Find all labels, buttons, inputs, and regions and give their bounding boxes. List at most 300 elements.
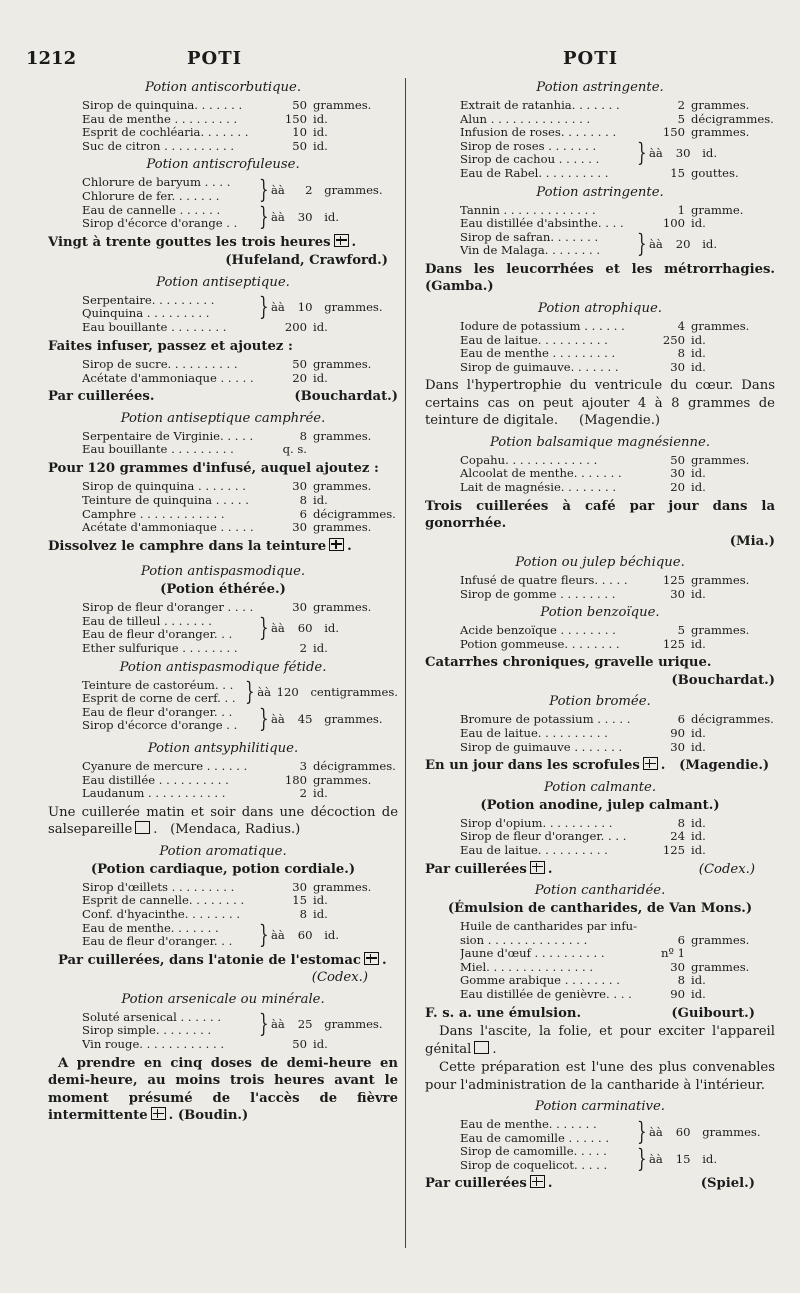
page-header — [0, 48, 800, 74]
ingredient-row — [460, 713, 775, 727]
ingredient-name: Serpentaire. . . . . . . . . — [82, 293, 215, 307]
reference: (Mia.) — [729, 533, 775, 549]
group-quantity — [253, 685, 398, 699]
ingredient-row — [82, 601, 398, 615]
ingredient-unit: id. — [691, 987, 706, 1001]
recipe-title: Potion astringente. — [536, 80, 664, 95]
ingredient-group-names — [82, 679, 243, 706]
brace-symbol: } — [637, 1143, 647, 1173]
brace-symbol: } — [637, 229, 647, 259]
recipe-title: Potion antiseptique. — [156, 274, 290, 290]
ingredient-name: Jaune d'œuf . . . . . . . . . . — [460, 947, 605, 961]
aa-marker: àà — [271, 182, 285, 197]
ingredient-unit: gramme. — [691, 202, 744, 217]
ingredient-name: Ether sulfurique . . . . . . . . — [82, 642, 238, 656]
ingredient-unit: id. — [324, 928, 340, 943]
ingredient-unit: id. — [691, 815, 706, 830]
ingredient-unit: décigrammes. — [313, 759, 396, 774]
ingredient-row — [460, 361, 775, 375]
ingredient-unit: grammes. — [313, 428, 372, 443]
ingredient-row — [460, 638, 775, 652]
ingredient-row — [82, 430, 398, 444]
ingredient-unit: décigrammes. — [691, 111, 774, 126]
ingredient-list — [82, 430, 398, 457]
ingredient-name: Eau distillée d'absinthe. . . . — [460, 217, 624, 231]
reference: (Codex.) — [311, 970, 368, 986]
ingredient-row — [460, 988, 775, 1002]
ingredient-list — [460, 1118, 775, 1172]
ingredient-unit: id. — [691, 216, 706, 231]
ingredient-row — [82, 642, 398, 656]
ingredient-group — [460, 1118, 775, 1145]
ingredient-quantity: 6 — [299, 506, 307, 521]
ingredient-quantity: 125 — [662, 842, 685, 857]
ingredient-name: Sirop d'œillets . . . . . . . . . — [82, 880, 235, 894]
ingredient-row — [82, 881, 398, 895]
running-title-right: POTI — [563, 48, 619, 69]
ingredient-name: Soluté arsenical . . . . . . — [82, 1010, 222, 1024]
ingredient-quantity: 50 — [292, 357, 307, 372]
ingredient-quantity: 8 — [299, 493, 307, 507]
ingredient-name: Eau de Rabel. . . . . . . . . . — [460, 166, 609, 180]
ingredient-quantity: 5 — [677, 111, 685, 126]
ingredient-list — [460, 320, 775, 374]
ingredient-unit: id. — [313, 370, 328, 385]
ingredient-quantity: 50 — [670, 452, 685, 467]
ingredient-quantity: 20 — [675, 237, 691, 252]
plus-box-icon — [364, 952, 379, 965]
ingredient-quantity: 6 — [677, 932, 685, 947]
ingredient-quantity: 90 — [670, 726, 685, 741]
ingredient-quantity: 2 — [299, 641, 307, 656]
ingredient-unit: grammes. — [313, 879, 372, 894]
ingredient-row — [460, 126, 775, 140]
ingredient-row — [82, 508, 398, 522]
ingredient-unit: grammes. — [324, 182, 383, 197]
ingredient-name: Iodure de potassium . . . . . . — [460, 319, 625, 333]
ingredient-unit — [691, 920, 775, 934]
ingredient-unit: grammes. — [691, 573, 750, 588]
ingredient-unit: id. — [702, 146, 718, 161]
ingredient-name: Esprit de cannelle. . . . . . . . — [82, 894, 245, 908]
ingredient-name: Bromure de potassium . . . . . — [460, 713, 631, 727]
ingredient-unit: grammes. — [691, 452, 750, 467]
ingredient-name: Vin de Malaga. . . . . . . . — [460, 244, 601, 258]
ingredient-row — [460, 347, 775, 361]
ingredient-row — [460, 334, 775, 348]
ingredient-row — [82, 787, 398, 801]
ingredient-name: Acétate d'ammoniaque . . . . . — [82, 521, 254, 535]
ingredient-quantity: 3 — [299, 759, 307, 774]
ingredient-row — [82, 908, 398, 922]
reference: (Mendaca, Radius.) — [170, 822, 301, 838]
ingredient-row — [460, 934, 775, 948]
ingredient-name: Serpentaire de Virginie. . . . . — [82, 429, 254, 443]
ingredient-quantity: 8 — [677, 346, 685, 361]
instruction-text: En un jour dans les scrofules . (Magendie.) — [425, 758, 770, 774]
ingredient-row — [460, 481, 775, 495]
ingredient-name: Chlorure de baryum . . . . — [82, 176, 231, 190]
instruction-text: Faites infuser, passez et ajoutez : — [48, 338, 293, 354]
ingredient-group-names — [460, 1118, 635, 1145]
ingredient-name: Huile de cantharides par infu- — [460, 920, 637, 934]
recipe-title: Potion cantharidée. — [534, 883, 666, 899]
ingredient-quantity: 30 — [292, 879, 307, 894]
ingredient-row — [82, 443, 398, 457]
brace-symbol: } — [637, 1116, 647, 1146]
ingredient-name: Sirop de safran. . . . . . . — [460, 230, 599, 244]
ingredient-name: Quinquina . . . . . . . . . — [82, 307, 210, 321]
recipe-title: Potion arsenicale ou minérale. — [121, 991, 325, 1007]
ingredient-quantity: q. s. — [282, 442, 307, 457]
ingredient-row — [82, 521, 398, 535]
ingredient-row — [82, 760, 398, 774]
aa-marker: àà — [649, 1124, 663, 1139]
ingredient-quantity: 10 — [297, 300, 313, 315]
group-quantity — [267, 300, 383, 314]
ingredient-row — [460, 741, 775, 755]
ingredient-name: Potion gommeuse. . . . . . . . — [460, 637, 620, 651]
ingredient-list — [82, 679, 398, 733]
ingredient-row — [82, 126, 398, 140]
square-box-icon — [135, 821, 150, 834]
ingredient-unit: grammes. — [691, 125, 750, 140]
ingredient-quantity: 50 — [292, 98, 307, 112]
instruction-text: Cette préparation est l'une des plus convenables pour l'administration de la cantharide à l'intérieur. — [425, 1060, 775, 1093]
ingredient-name: Alun . . . . . . . . . . . . . . — [460, 112, 591, 126]
ingredient-quantity: 125 — [662, 636, 685, 651]
ingredient-row — [460, 947, 775, 961]
ingredient-unit: grammes. — [313, 479, 372, 494]
ingredient-quantity: 60 — [675, 1124, 691, 1139]
ingredient-unit: grammes. — [691, 318, 750, 333]
aa-marker: àà — [271, 1017, 285, 1032]
ingredient-unit: id. — [324, 210, 340, 225]
plus-box-icon — [329, 538, 344, 551]
ingredient-quantity: 30 — [670, 739, 685, 754]
ingredient-quantity: 4 — [677, 318, 685, 333]
group-quantity — [267, 183, 383, 197]
ingredient-name: Eau de tilleul . . . . . . . — [82, 614, 212, 628]
recipe-title: Potion antispasmodique. — [140, 564, 306, 580]
ingredient-row — [460, 574, 775, 588]
ingredient-row — [460, 830, 775, 844]
ingredient-unit: id. — [702, 237, 718, 252]
ingredient-unit: grammes. — [702, 1124, 761, 1139]
ingredient-name: Eau de fleur d'oranger. . . — [82, 628, 233, 642]
ingredient-unit: id. — [313, 641, 328, 656]
ingredient-quantity: nº 1 — [661, 946, 685, 961]
group-quantity — [645, 1152, 717, 1166]
ingredient-group-names — [82, 294, 257, 321]
ingredient-quantity: 8 — [677, 973, 685, 988]
ingredient-quantity: 20 — [292, 370, 307, 385]
ingredient-row — [82, 494, 398, 508]
ingredient-name: Sirop d'écorce d'orange . . — [82, 719, 238, 733]
ingredient-unit: grammes. — [313, 772, 372, 787]
ingredient-name: Acétate d'ammoniaque . . . . . — [82, 371, 254, 385]
ingredient-list — [460, 574, 775, 601]
ingredient-quantity — [640, 920, 691, 934]
ingredient-unit: id. — [691, 480, 706, 494]
recipe-title: Potion antiscrofuleuse. — [146, 157, 300, 173]
ingredient-name: Teinture de castoréum. . . — [82, 678, 234, 692]
ingredient-row — [82, 1038, 398, 1052]
recipe-title: Potion ou julep béchique. — [515, 555, 685, 571]
instruction-text: Vingt à trente gouttes les trois heures . — [48, 234, 357, 250]
ingredient-quantity: 125 — [662, 573, 685, 588]
ingredient-list — [82, 294, 398, 335]
ingredient-unit: id. — [702, 1151, 718, 1166]
brace-symbol: } — [245, 677, 255, 707]
ingredient-quantity: 2 — [299, 786, 307, 801]
ingredient-row — [82, 358, 398, 372]
ingredient-quantity: 10 — [292, 125, 307, 140]
ingredient-group — [460, 140, 775, 167]
brace-symbol: } — [259, 1009, 269, 1039]
ingredient-unit: id. — [313, 893, 328, 908]
ingredient-name: Esprit de corne de cerf. . . — [82, 692, 236, 706]
group-quantity — [267, 210, 339, 224]
ingredient-row — [460, 467, 775, 481]
ingredient-quantity: 30 — [670, 466, 685, 481]
reference: (Bouchardat.) — [671, 672, 775, 688]
right-column — [425, 78, 775, 1196]
ingredient-row — [82, 372, 398, 386]
ingredient-quantity: 8 — [299, 907, 307, 921]
brace-symbol: } — [259, 202, 269, 232]
recipe-title: Potion antsyphilitique. — [147, 741, 299, 757]
ingredient-list — [460, 920, 775, 1002]
ingredient-quantity: 60 — [297, 928, 313, 943]
aa-marker: àà — [649, 1151, 663, 1166]
ingredient-unit: grammes. — [313, 98, 372, 112]
brace-symbol: } — [259, 174, 269, 204]
ingredient-unit: gouttes. — [691, 165, 739, 180]
ingredient-name: Tannin . . . . . . . . . . . . . — [460, 203, 596, 217]
ingredient-quantity: 5 — [677, 623, 685, 638]
ingredient-name: Eau de laitue. . . . . . . . . . — [460, 843, 608, 857]
ingredient-list — [82, 881, 398, 949]
ingredient-quantity: 20 — [670, 480, 685, 494]
ingredient-quantity: 30 — [670, 359, 685, 374]
aa-marker: àà — [271, 621, 285, 636]
instruction-text: Dans l'ascite, la folie, et pour exciter l'appareil génital . — [425, 1024, 775, 1057]
ingredient-name: Lait de magnésie. . . . . . . . — [460, 481, 617, 494]
recipe-title: Potion bromée. — [549, 694, 651, 710]
ingredient-quantity: 30 — [675, 146, 691, 161]
ingredient-quantity: 24 — [670, 829, 685, 844]
ingredient-row — [460, 920, 775, 934]
page-number: 1212 — [26, 48, 77, 69]
ingredient-name: Eau de camomille . . . . . . — [460, 1131, 610, 1145]
group-quantity — [267, 621, 339, 635]
ingredient-unit: id. — [313, 125, 328, 140]
recipe-title: Potion aromatique. — [159, 843, 287, 859]
ingredient-unit: décigrammes. — [691, 712, 774, 727]
ingredient-unit: id. — [691, 332, 706, 347]
recipe-subtitle: (Émulsion de cantharides, de Van Mons.) — [447, 901, 753, 917]
instruction-text: Par cuillerées . (Spiel.) — [425, 1175, 775, 1193]
ingredient-list — [82, 176, 398, 230]
ingredient-unit: id. — [691, 346, 706, 361]
ingredient-group — [82, 679, 398, 706]
ingredient-unit: id. — [313, 111, 328, 126]
ingredient-group-names — [460, 231, 635, 258]
ingredient-unit: id. — [313, 319, 328, 334]
plus-box-icon — [151, 1107, 166, 1120]
ingredient-group — [82, 294, 398, 321]
left-column — [48, 78, 398, 1128]
ingredient-quantity: 2 — [305, 182, 313, 197]
aa-marker: àà — [271, 210, 285, 225]
ingredient-group-names — [460, 140, 635, 167]
ingredient-row — [460, 167, 775, 181]
ingredient-name: Sirop de cachou . . . . . . — [460, 153, 600, 167]
ingredient-quantity: 30 — [297, 210, 313, 225]
ingredient-name: Gomme arabique . . . . . . . . — [460, 974, 620, 988]
ingredient-name: Laudanum . . . . . . . . . . . — [82, 787, 226, 801]
ingredient-group — [82, 615, 398, 642]
ingredient-group-names — [82, 922, 257, 949]
ingredient-quantity: 30 — [292, 479, 307, 494]
ingredient-name: Sirop d'écorce d'orange . . — [82, 217, 238, 231]
ingredient-quantity: 25 — [297, 1017, 313, 1032]
instruction-text: Par cuillerées . (Codex.) — [425, 861, 775, 879]
ingredient-quantity: 6 — [677, 712, 685, 727]
ingredient-unit: id. — [313, 138, 328, 153]
ingredient-name: Eau de cannelle . . . . . . — [82, 203, 221, 217]
ingredient-name: Sirop de guimauve . . . . . . . — [460, 740, 623, 754]
group-quantity — [645, 146, 717, 160]
ingredient-unit: grammes. — [313, 600, 372, 615]
ingredient-name: Sirop de roses . . . . . . . — [460, 139, 597, 153]
ingredient-row — [460, 217, 775, 231]
ingredient-unit: grammes. — [313, 520, 372, 535]
ingredient-quantity: 30 — [670, 586, 685, 601]
ingredient-row — [82, 894, 398, 908]
ingredient-name: Cyanure de mercure . . . . . . — [82, 760, 248, 774]
instruction-text: Pour 120 grammes d'infusé, auquel ajoutez : — [48, 460, 379, 476]
ingredient-name: Vin rouge. . . . . . . . . . . . — [82, 1037, 225, 1051]
ingredient-name: Copahu. . . . . . . . . . . . . — [460, 453, 598, 467]
ingredient-group-names — [82, 176, 257, 203]
ingredient-unit: grammes. — [324, 1017, 383, 1032]
ingredient-row — [460, 320, 775, 334]
ingredient-name: Sirop de camomille. . . . . — [460, 1145, 607, 1159]
recipe-title: Potion astringente. — [536, 184, 664, 200]
ingredient-unit: id. — [691, 359, 706, 374]
ingredient-name: Eau de menthe . . . . . . . . . — [82, 112, 238, 126]
group-quantity — [267, 1017, 383, 1031]
square-box-icon — [474, 1041, 489, 1054]
ingredient-quantity: 45 — [297, 712, 313, 727]
ingredient-row — [460, 844, 775, 858]
ingredient-row — [82, 113, 398, 127]
ingredient-name: Esprit de cochléaria. . . . . . . — [82, 126, 249, 140]
recipe-subtitle: (Potion cardiaque, potion cordiale.) — [90, 861, 356, 877]
aa-marker: àà — [271, 300, 285, 315]
aa-marker: àà — [649, 237, 663, 252]
ingredient-group — [82, 204, 398, 231]
instruction-text: Catarrhes chroniques, gravelle urique. — [425, 655, 712, 671]
group-quantity — [645, 237, 717, 251]
ingredient-quantity: 200 — [284, 319, 307, 334]
ingredient-name: Eau distillée . . . . . . . . . . — [82, 773, 229, 787]
reference: (Codex.) — [698, 861, 755, 877]
ingredient-quantity: 30 — [670, 959, 685, 974]
ingredient-quantity: 2 — [677, 98, 685, 112]
instruction-text: A prendre en cinq doses de demi-heure en demi-heure, au moins trois heures avant le moment présumé de l'accès de fièvre intermittente . (Boudin.) — [48, 1055, 398, 1124]
ingredient-unit: grammes. — [691, 959, 750, 974]
ingredient-list — [460, 713, 775, 754]
plus-box-icon — [530, 1175, 545, 1188]
ingredient-quantity: 150 — [662, 125, 685, 140]
ingredient-list — [460, 454, 775, 495]
reference: (Guibourt.) — [671, 1005, 755, 1021]
ingredient-row — [460, 99, 775, 113]
ingredient-unit: id. — [324, 621, 340, 636]
ingredient-group — [82, 922, 398, 949]
ingredient-name: Eau de menthe. . . . . . . — [82, 921, 219, 935]
ingredient-quantity: 50 — [292, 1036, 307, 1051]
ingredient-quantity: 100 — [662, 216, 685, 231]
ingredient-row — [460, 204, 775, 218]
group-quantity — [645, 1125, 761, 1139]
aa-marker: àà — [271, 928, 285, 943]
ingredient-name: Extrait de ratanhia. . . . . . . — [460, 99, 620, 112]
ingredient-name: Sirop simple. . . . . . . . — [82, 1024, 212, 1038]
ingredient-unit: grammes. — [313, 357, 372, 372]
ingredient-quantity: 30 — [292, 600, 307, 615]
ingredient-unit: id. — [691, 466, 706, 481]
ingredient-unit: grammes. — [691, 623, 750, 638]
group-quantity — [267, 712, 383, 726]
ingredient-unit — [313, 443, 398, 457]
ingredient-name: Eau bouillante . . . . . . . . — [82, 320, 227, 334]
ingredient-quantity: 180 — [284, 772, 307, 787]
ingredient-unit: id. — [313, 786, 328, 801]
ingredient-row — [460, 588, 775, 602]
instruction-text: Dissolvez le camphre dans la teinture . — [48, 538, 352, 554]
ingredient-row — [460, 961, 775, 975]
ingredient-group-names — [82, 204, 257, 231]
running-title-left: POTI — [187, 48, 243, 69]
ingredient-list — [460, 624, 775, 651]
brace-symbol: } — [259, 613, 269, 643]
ingredient-name: Suc de citron . . . . . . . . . . — [82, 139, 235, 153]
ingredient-row — [460, 974, 775, 988]
recipe-title: Potion antispasmodique fétide. — [119, 659, 327, 675]
brace-symbol: } — [637, 138, 647, 168]
ingredient-name: sion . . . . . . . . . . . . . . — [460, 933, 588, 947]
recipe-title: Potion atrophique. — [538, 300, 662, 316]
ingredient-list — [460, 817, 775, 858]
ingredient-name: Teinture de quinquina . . . . . — [82, 494, 249, 507]
ingredient-row — [82, 99, 398, 113]
ingredient-name: Sirop de guimauve. . . . . . . — [460, 360, 619, 374]
aa-marker: àà — [649, 146, 663, 161]
ingredient-name: Conf. d'hyacinthe. . . . . . . . — [82, 908, 241, 921]
ingredient-quantity: 30 — [292, 520, 307, 535]
instruction-text: F. s. a. une émulsion. (Guibourt.) — [425, 1005, 775, 1023]
aa-marker: àà — [271, 712, 285, 727]
reference: (Hufeland, Crawford.) — [225, 253, 388, 269]
ingredient-unit: grammes. — [691, 98, 750, 112]
ingredient-group — [460, 231, 775, 258]
ingredient-row — [82, 774, 398, 788]
ingredient-name: Sirop d'opium. . . . . . . . . . — [460, 816, 613, 830]
